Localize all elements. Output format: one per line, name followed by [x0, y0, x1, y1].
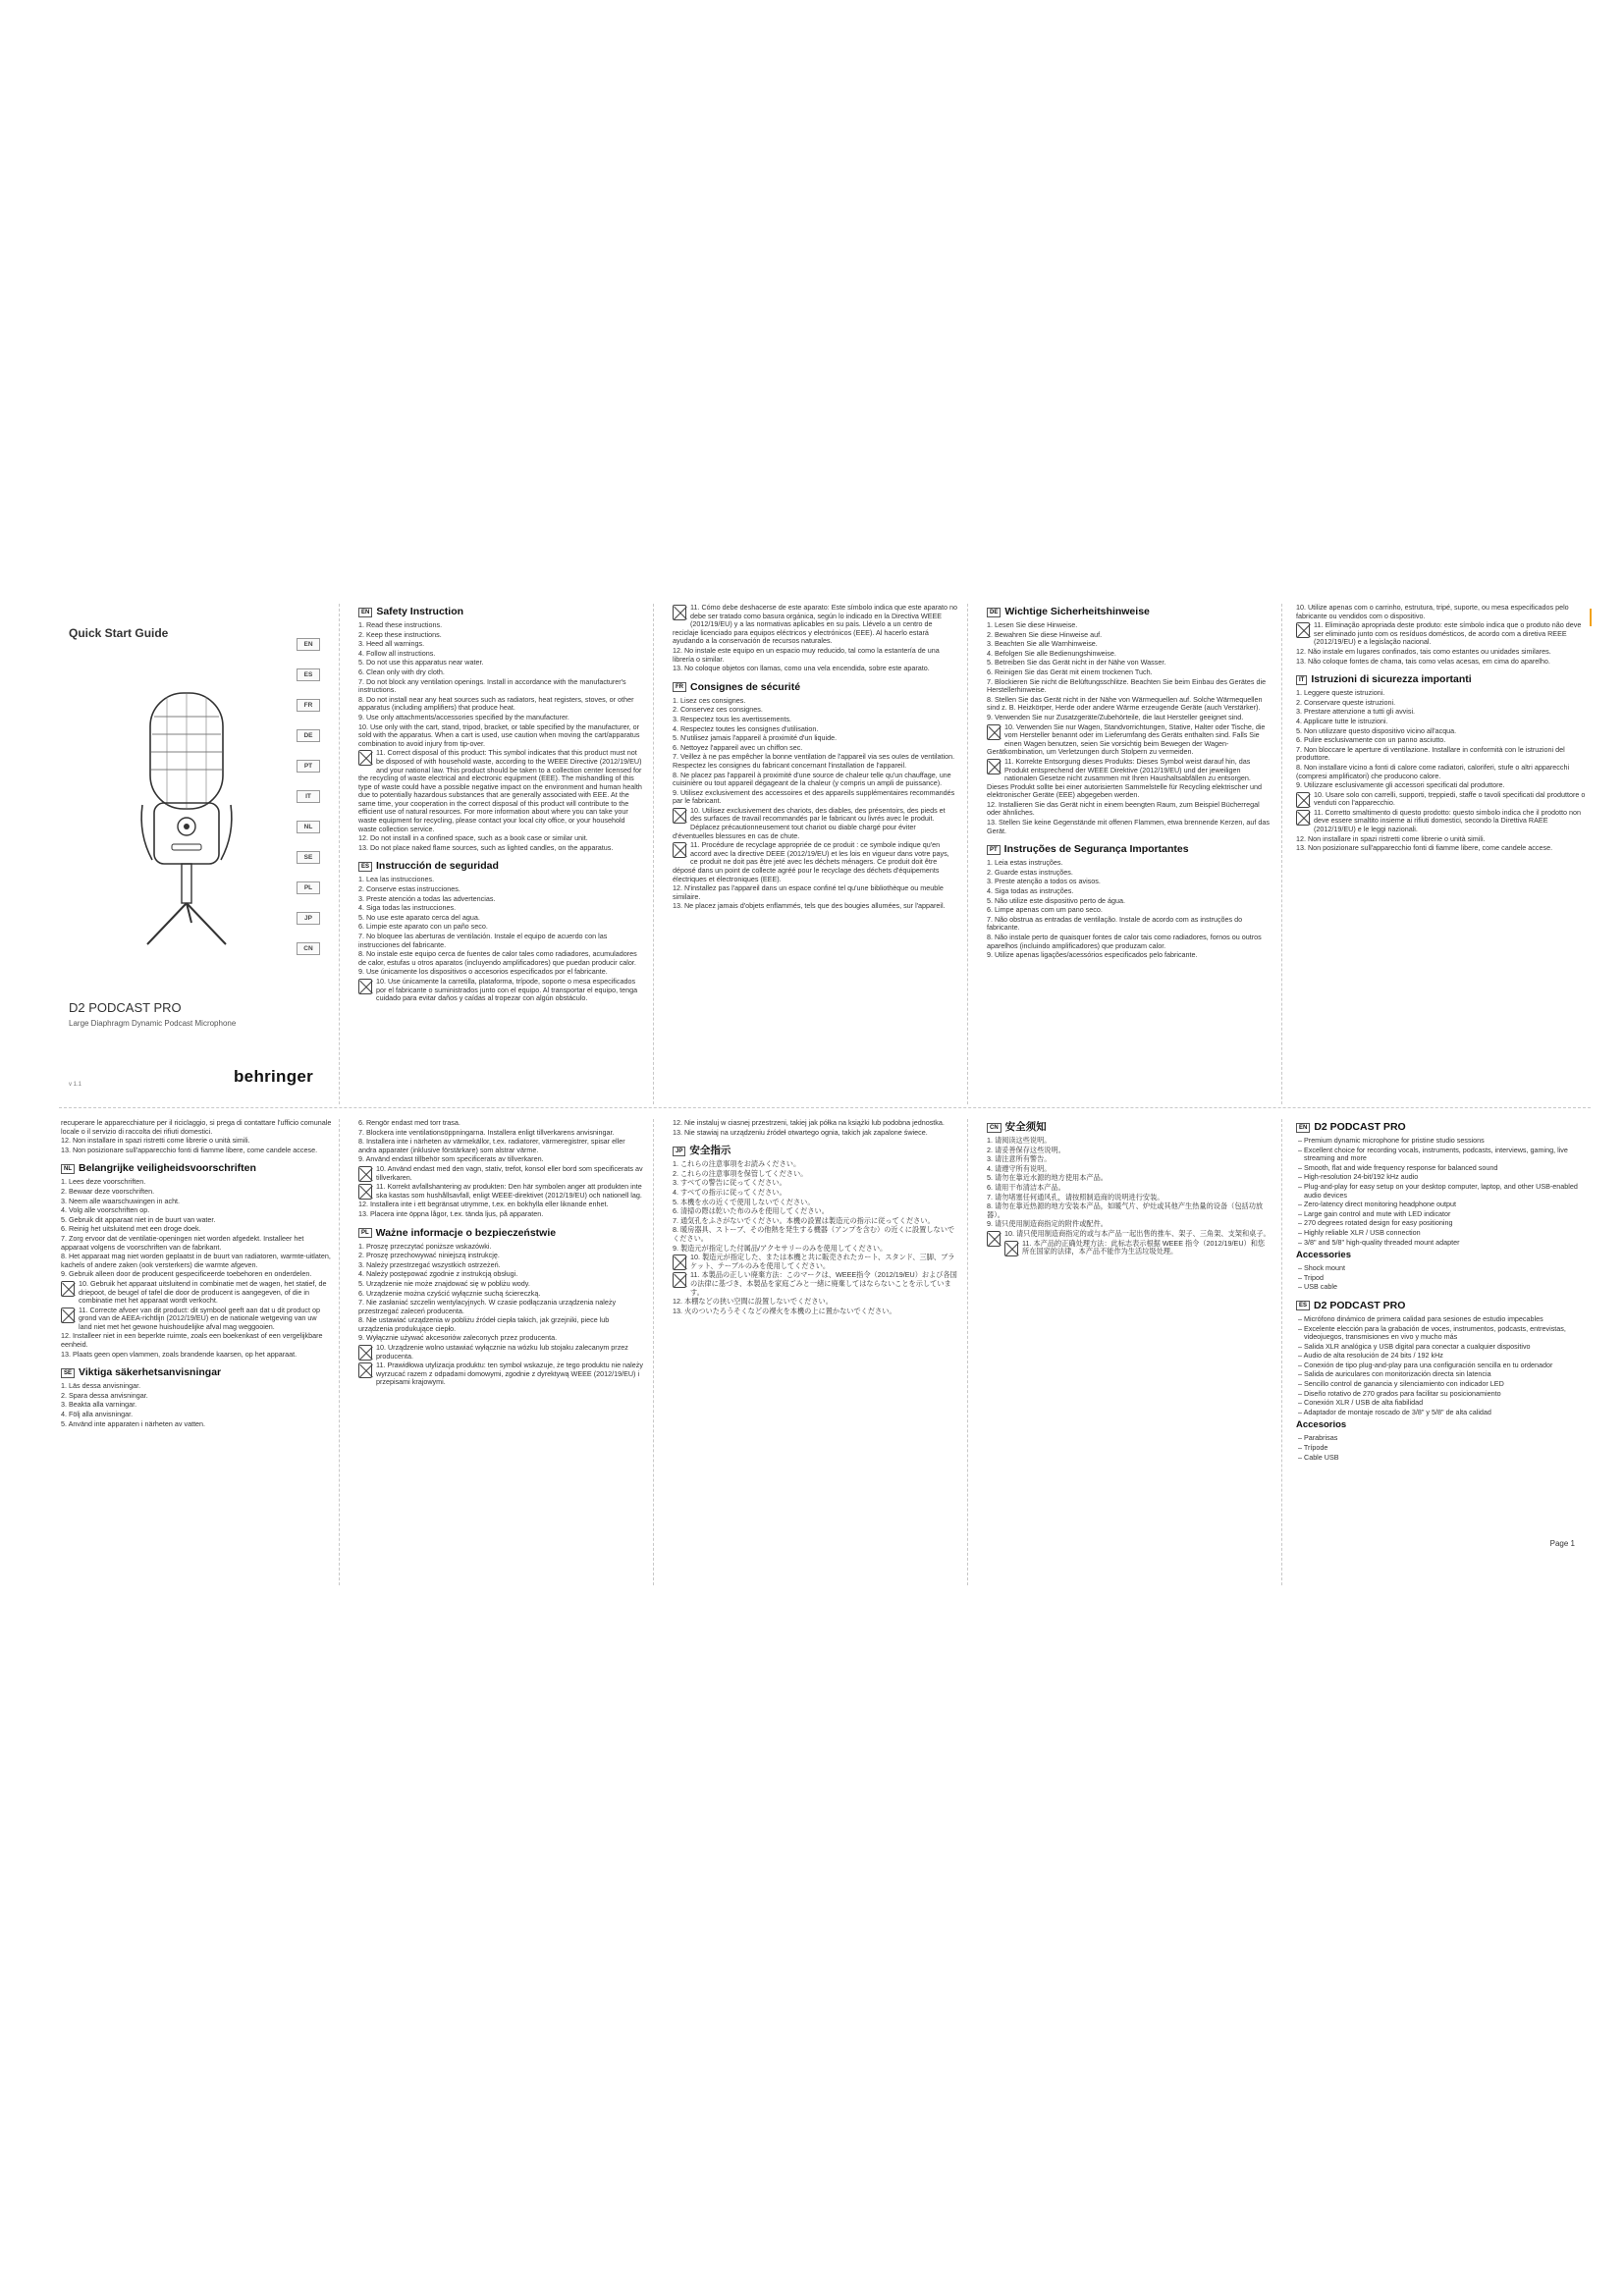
list-item: 4. Siga todas as instruções.: [987, 886, 1074, 896]
list-item: 5. Do not use this apparatus near water.: [358, 658, 484, 667]
list-item-text: 11. Procédure de recyclage appropriée de ce produit : ce symbole indique qu'en accord avec la directive DEEE (2012/19/EU) et les lois en vigueur dans votre pays, ce produit ne doit pas être jeté avec les déchets ménagers. Ce produit doit être déposé dans un point de collecte agréé pour le recyclage des déchets d'équipements électriques et électroniques (EEE).: [673, 840, 949, 883]
list-item-text: 11. Prawidłowa utylizacja produktu: ten symbol wskazuje, że tego produktu nie należy wyrzucać razem z odpadami domowymi, zgodnie z dyrektywą WEEE (2012/19/EU) i przepisami krajowymi.: [376, 1361, 643, 1387]
weee-bin-icon: [987, 724, 1001, 740]
list-item: 12. Installeer niet in een beperkte ruimte, zoals een boekenkast of een vergelijkbare eenheid.: [61, 1331, 323, 1350]
list-item-text: 11. Eliminação apropriada deste produto: este símbolo indica que o produto não deve ser eliminado junto com os resíduos domésticos, de acordo com a diretiva REEE (2012/19/EU) e a legislação nacional.: [1314, 620, 1582, 647]
section-pl-cont: [673, 1119, 957, 1137]
lang-tab-it[interactable]: IT: [297, 790, 320, 803]
section-jp: [673, 1145, 957, 1315]
section-title-pl: Ważne informacje o bezpieczeństwie: [375, 1226, 557, 1239]
list-item-text: 10. Gebruik het apparaat uitsluitend in combinatie met de wagen, het statief, de driepoot, de beugel of tafel die door de producent is aangegeven, of die in combinatie met het apparaat wordt verkocht.: [79, 1278, 327, 1306]
list-item: 8. 请勿在靠近热源的地方安装本产品，如暖气片、炉灶或其他产生热量的设备（包括功放器）。: [987, 1201, 1264, 1219]
list-item: 12. Non installare in spazi ristretti come librerie o unità simili.: [1296, 833, 1486, 843]
list-item: 4. Follow all instructions.: [358, 648, 436, 658]
accessories-title-en: Accessories: [1296, 1250, 1351, 1261]
list-item: 12. Installera inte i ett begränsat utrymme, t.ex. en bokhylla eller liknande enhet.: [358, 1200, 609, 1209]
list-item: 2. Keep these instructions.: [358, 629, 442, 639]
flag-es: ES: [358, 862, 372, 872]
flag-jp: JP: [673, 1147, 685, 1156]
section-de: [987, 606, 1272, 835]
list-item: 9. Använd endast tillbehör som specificerats av tillverkaren.: [358, 1154, 544, 1164]
section-title-pt: Instruções de Segurança Importantes: [1003, 843, 1189, 856]
list-item: 6. Clean only with dry cloth.: [358, 667, 445, 676]
feature-item: – Zero-latency direct monitoring headphone output: [1296, 1201, 1591, 1209]
feature-item: – 270 degrees rotated design for easy positioning: [1296, 1219, 1591, 1228]
section-title-fr: Consignes de sécurité: [690, 680, 801, 693]
list-item: 5. Non utilizzare questo dispositivo vicino all'acqua.: [1296, 725, 1457, 735]
section-nl: [61, 1162, 332, 1359]
list-item: 3. Respectez tous les avertissements.: [673, 714, 792, 723]
list-item: 13. Do not place naked flame sources, such as lighted candles, on the apparatus.: [358, 842, 614, 852]
flag-specs-es: ES: [1296, 1301, 1310, 1310]
weee-bin-icon: [673, 1272, 686, 1288]
list-item: 9. Utilize apenas ligações/acessórios especificados pelo fabricante.: [987, 950, 1198, 960]
list-item: 7. Blockera inte ventilationsöppningarna. Installera enligt tillverkarens anvisningar.: [358, 1127, 615, 1137]
specs-title-en: D2 PODCAST PRO: [1314, 1121, 1406, 1133]
list-item: [673, 807, 957, 840]
list-item: 2. Spara dessa anvisningar.: [61, 1390, 148, 1400]
list-item: [987, 1240, 1272, 1256]
section-pl: [358, 1227, 643, 1388]
list-item: 13. Nie stawiaj na urządzeniu źródeł otwartego ognia, takich jak zapalone świece.: [673, 1127, 928, 1137]
list-item-text: 11. Korrekt avfallshantering av produkten: Den här symbolen anger att produkten inte ska kastas som hushållsavfall, enligt WEEE-direktivet (2012/19/EU) och nationell lag.: [376, 1182, 642, 1200]
flag-nl: NL: [61, 1164, 75, 1174]
list-item: 6. Urządzenie można czyścić wyłącznie suchą ściereczką.: [358, 1288, 541, 1298]
feature-item: – Premium dynamic microphone for pristine studio sessions: [1296, 1137, 1591, 1146]
list-item: 13. Não coloque fontes de chama, tais como velas acesas, em cima do aparelho.: [1296, 656, 1550, 666]
list-item: 8. Não instale perto de quaisquer fontes de calor tais como radiadores, fornos ou outros aparelhos (incluindo amplificadores) que produzam calor.: [987, 933, 1262, 950]
list-item: 7. No bloquee las aberturas de ventilación. Instale el equipo de acuerdo con las instrucciones del fabricante.: [358, 932, 608, 949]
list-item: 9. Utilisez exclusivement des accessoires et des appareils supplémentaires recommandés par le fabricant.: [673, 787, 955, 806]
weee-bin-icon: [61, 1281, 75, 1297]
list-item: 9. 请只使用制造商指定的附件或配件。: [987, 1219, 1108, 1229]
section-title-es: Instrucción de seguridad: [376, 860, 499, 873]
list-item: 3. Należy przestrzegać wszystkich ostrzeżeń.: [358, 1259, 501, 1269]
list-item: 3. Beakta alla varningar.: [61, 1400, 137, 1410]
list-item: 1. Leia estas instruções.: [987, 858, 1063, 868]
list-item: 5. No use este aparato cerca del agua.: [358, 912, 480, 922]
weee-bin-icon: [1296, 622, 1310, 638]
list-item: 3. Prestare attenzione a tutti gli avvisi.: [1296, 707, 1416, 717]
list-item: 3. Heed all warnings.: [358, 639, 425, 649]
list-item: 1. 请阅读这些说明。: [987, 1136, 1052, 1145]
list-item: 2. Conserve estas instrucciones.: [358, 884, 460, 894]
list-item: 6. Limpie este aparato con un paño seco.: [358, 922, 488, 932]
panel-jp: [673, 1119, 957, 1585]
list-item: 10. Utilize apenas com o carrinho, estrutura, tripé, suporte, ou mesa especificados pelo fabricante ou vendidos com o dispositivo.: [1296, 604, 1569, 620]
list-item: 1. これらの注意事項をお読みください。: [673, 1159, 801, 1169]
feature-item: – Salida de auriculares con monitorización directa sin latencia: [1296, 1370, 1591, 1379]
list-item: 12. Do not install in a confined space, such as a book case or similar unit.: [358, 833, 588, 843]
list-item: 7. Veillez à ne pas empêcher la bonne ventilation de l'appareil via ses ouïes de ventilation. Respectez les consignes du fabricant concernant l'installation de l'appareil.: [673, 752, 955, 770]
list-item: 7. Zorg ervoor dat de ventilatie-openingen niet worden afgedekt. Installeer het apparaat volgens de voorschriften van de fabrikant.: [61, 1233, 304, 1252]
list-item-text: 11. 本製品の正しい廃棄方法：このマークは、WEEE指令（2012/19/EU）および各国の法律に基づき、本製品を家庭ごみと一緒に廃棄してはならないことを示しています。: [690, 1270, 957, 1297]
lang-tab-fr[interactable]: FR: [297, 699, 320, 712]
fold-line: [967, 604, 968, 1104]
list-item: 5. Betreiben Sie das Gerät nicht in der Nähe von Wasser.: [987, 658, 1166, 667]
list-item: 6. Limpe apenas com um pano seco.: [987, 905, 1103, 915]
list-item: 3. Preste atenção a todos os avisos.: [987, 877, 1101, 886]
weee-bin-icon: [673, 605, 686, 620]
weee-bin-icon: [673, 842, 686, 858]
microphone-illustration: [113, 687, 260, 952]
list-item: 6. Pulire esclusivamente con un panno asciutto.: [1296, 735, 1446, 745]
list-item: 2. Proszę przechowywać niniejszą instrukcję.: [358, 1251, 500, 1260]
list-item: 12. Installieren Sie das Gerät nicht in einem beengten Raum, zum Beispiel Bücherregal oder ähnliches.: [987, 799, 1260, 818]
fold-line: [1281, 1119, 1282, 1585]
list-item: 7. Do not block any ventilation openings. Install in accordance with the manufacturer's instructions.: [358, 676, 626, 695]
accessory-item: – Shock mount: [1296, 1264, 1591, 1273]
list-item: 2. Conservare queste istruzioni.: [1296, 697, 1396, 707]
lang-tab-en[interactable]: EN: [297, 638, 320, 651]
fold-line: [59, 1107, 1591, 1108]
list-item: 9. Use únicamente los dispositivos o accesorios especificados por el fabricante.: [358, 967, 608, 977]
section-title-en: Safety Instruction: [376, 606, 464, 617]
feature-item: – Sencillo control de ganancia y silenciamiento con indicador LED: [1296, 1380, 1591, 1389]
list-item: 10. Use only with the cart, stand, tripod, bracket, or table specified by the manufacturer, or sold with the apparatus. When a cart is used, use caution when moving the cart/apparatus combination to avoid injury from tip-over.: [358, 721, 640, 748]
list-item: 13. No coloque objetos con llamas, como una vela encendida, sobre este aparato.: [673, 664, 930, 673]
fold-line: [339, 1119, 340, 1585]
panel-specs: [1296, 1119, 1591, 1585]
feature-item: – 3/8" and 5/8" high-quality threaded mount adapter: [1296, 1239, 1591, 1248]
top-sheet: [0, 604, 1624, 1104]
weee-bin-icon: [673, 808, 686, 824]
weee-bin-icon: [358, 1184, 372, 1200]
list-item: 2. Bewahren Sie diese Hinweise auf.: [987, 629, 1103, 639]
list-item: 6. 请用干布清洁本产品。: [987, 1182, 1065, 1192]
list-item: [358, 1183, 643, 1200]
feature-item: – Highly reliable XLR / USB connection: [1296, 1229, 1591, 1238]
list-item: 9. 製造元が指定した付属品/アクセサリーのみを使用してください。: [673, 1243, 888, 1253]
fold-line: [339, 604, 340, 1104]
section-title-jp: 安全指示: [689, 1145, 731, 1157]
list-item: 4. Respectez toutes les consignes d'utilisation.: [673, 723, 819, 733]
section-fr: [673, 681, 957, 911]
list-item: [987, 1230, 1272, 1239]
list-item: [987, 758, 1272, 800]
list-item-text: 10. 请只使用制造商指定的或与本产品一起出售的推车、架子、三角架、支架和桌子。: [1004, 1228, 1271, 1238]
feature-item: – Diseño rotativo de 270 grados para facilitar su posicionamiento: [1296, 1390, 1591, 1399]
list-item: 4. Befolgen Sie alle Bedienungshinweise.: [987, 648, 1116, 658]
accessory-item: – Tripod: [1296, 1274, 1591, 1283]
list-item-text: 11. Cómo debe deshacerse de este aparato: Este símbolo indica que este aparato no debe ser tratado como basura orgánica, según lo indicado en la Directiva WEEE (2012/19/EU) y a las normativas aplicables en su país. Llévelo a un centro de reciclaje licenciado para equipos eléctricos y electrónicos (EEE). Al hacerlo estará ayudando a la conservación de recursos naturales.: [673, 604, 957, 646]
list-item-text: 11. Correcte afvoer van dit product: dit symbool geeft aan dat u dit product op grond van de AEEA-richtlijn (2012/19/EU) en de nationale wetgeving van uw land niet met het gewone huishoudelijke afval mag weggooien.: [79, 1305, 320, 1331]
panel-nl-se: [61, 1119, 332, 1585]
list-item: 8. Do not install near any heat sources such as radiators, heat registers, stoves, or other apparatus (including amplifiers) that produce heat.: [358, 694, 634, 713]
list-item: [358, 978, 643, 1003]
list-item: 4. すべての指示に従ってください。: [673, 1187, 786, 1197]
list-item-text: 10. Verwenden Sie nur Wagen, Standvorrichtungen, Stative, Halter oder Tische, die vom Hersteller benannt oder im Lieferumfang des Geräts enthalten sind. Falls Sie einen Wagen benutzen, seien Sie vorsichtig beim Bewegen der Wagen-Gerätkombination, um Verletzungen durch Stolpern zu vermeiden.: [987, 721, 1266, 757]
list-item: 3. Preste atención a todas las advertencias.: [358, 893, 496, 903]
list-item: 6. 清掃の際は乾いた布のみを使用してください。: [673, 1206, 829, 1216]
feature-item: – Large gain control and mute with LED indicator: [1296, 1210, 1591, 1219]
page-number: Page 1: [1549, 1539, 1575, 1548]
accessories-title-es: Accesorios: [1296, 1419, 1347, 1431]
list-item: 1. Lea las instrucciones.: [358, 875, 435, 884]
weee-bin-icon: [987, 759, 1001, 774]
flag-pt: PT: [987, 845, 1001, 855]
version-label: v 1.1: [69, 1082, 82, 1088]
list-item: 7. Non bloccare le aperture di ventilazione. Installare in conformità con le istruzioni del produttore.: [1296, 744, 1565, 763]
feature-item: – High-resolution 24-bit/192 kHz audio: [1296, 1173, 1591, 1182]
list-item: 8. 暖房器具、ストーブ、その他熱を発生する機器（アンプを含む）の近くに設置しないでください。: [673, 1225, 955, 1243]
language-index: [297, 638, 320, 973]
lang-tab-pl[interactable]: PL: [297, 881, 320, 894]
list-item: [673, 1271, 957, 1297]
section-title-de: Wichtige Sicherheitshinweise: [1004, 606, 1150, 617]
list-item: [1296, 621, 1591, 647]
lang-tab-se[interactable]: SE: [297, 851, 320, 864]
weee-text: 11. Correct disposal of this product: This symbol indicates that this product must not be disposed of with household waste, according to the WEEE Directive (2012/19/EU) and your national law. This product should be taken to a collection center licensed for the recycling of waste electrical and electronic equipment (EEE). The mishandling of this type of waste could have a possible negative impact on the environment and human health due to potentially hazardous substances that are generally associated with EEE. At the same time, your cooperation in the correct disposal of this product will contribute to the efficient use of natural resources. For more information about where you can take your waste equipment for recycling, please contact your local city office, or your household waste collection service.: [358, 748, 642, 833]
flag-en: EN: [358, 608, 372, 617]
list-item: 7. 通気孔をふさがないでください。本機の設置は製造元の指示に従ってください。: [673, 1215, 935, 1225]
accessory-item: – Trípode: [1296, 1444, 1591, 1453]
list-item: 6. Nettoyez l'appareil avec un chiffon sec.: [673, 742, 803, 752]
panel-en-es: [358, 604, 643, 1104]
section-es: [358, 860, 643, 1002]
list-item: [673, 841, 957, 883]
list-item: [358, 1344, 643, 1361]
flag-fr: FR: [673, 682, 686, 692]
section-pt-cont: [1296, 604, 1591, 666]
list-item: 2. 请妥善保存这些说明。: [987, 1145, 1065, 1154]
cover-title: Quick Start Guide: [69, 626, 169, 640]
weee-bin-icon: [1296, 810, 1310, 826]
list-item: 1. Läs dessa anvisningar.: [61, 1381, 141, 1391]
list-item: 7. Nie zasłaniać szczelin wentylacyjnych. W czasie podłączania urządzenia należy przestrzegać zaleceń producenta.: [358, 1298, 617, 1315]
list-item: 6. Reinig het uitsluitend met een droge doek.: [61, 1224, 201, 1234]
list-item-text: 11. 本产品的正确处理方法：此标志表示根据 WEEE 指令（2012/19/EU）和您所在国家的法律，本产品不能作为生活垃圾处理。: [1022, 1238, 1266, 1256]
list-item: [358, 1165, 643, 1182]
accessory-item: – Parabrisas: [1296, 1434, 1591, 1443]
section-en: [358, 606, 643, 852]
specs-title-es: D2 PODCAST PRO: [1314, 1299, 1406, 1311]
panel-de-pt: [987, 604, 1272, 1104]
list-item: 12. Não instale em lugares confinados, tais como estantes ou unidades similares.: [1296, 646, 1551, 656]
list-item: 5. Urządzenie nie może znajdować się w pobliżu wody.: [358, 1278, 530, 1288]
list-item: 5. 请勿在靠近水源的地方使用本产品。: [987, 1173, 1108, 1183]
list-item: 5. Gebruik dit apparaat niet in de buurt van water.: [61, 1214, 216, 1224]
section-es-cont: [673, 604, 957, 673]
lang-tab-de[interactable]: DE: [297, 729, 320, 742]
list-item: 13. Non posizionare sull'apparecchio fonti di fiamme libere, come candele accese.: [1296, 843, 1553, 853]
list-item: 12. 本棚などの狭い空間に設置しないでください。: [673, 1297, 833, 1307]
list-item: 8. Nie ustawiać urządzenia w pobliżu źródeł ciepła takich, jak grzejniki, piece lub urządzenia produkujące ciepło.: [358, 1315, 610, 1333]
list-item: [673, 604, 957, 646]
weee-bin-icon: [358, 979, 372, 994]
section-it: [1296, 673, 1591, 853]
list-item: 5. N'utilisez jamais l'appareil à proximité d'un liquide.: [673, 733, 838, 743]
accessory-item: – USB cable: [1296, 1283, 1591, 1292]
feature-item: – Salida XLR analógica y USB digital para conectar a cualquier dispositivo: [1296, 1343, 1591, 1352]
list-item: 3. Neem alle waarschuwingen in acht.: [61, 1196, 181, 1205]
list-item: 4. Följ alla anvisningar.: [61, 1410, 134, 1419]
list-item: 7. Blockieren Sie nicht die Belüftungsschlitze. Beachten Sie beim Einbau des Gerätes die Herstellerhinweise.: [987, 676, 1267, 695]
feature-item: – Excellent choice for recording vocals, instruments, podcasts, interviews, gaming, live streaming and more: [1296, 1147, 1591, 1163]
panel-pl: [358, 1119, 643, 1585]
panel-cn: [987, 1119, 1272, 1585]
section-title-se: Viktiga säkerhetsanvisningar: [79, 1366, 222, 1379]
list-item: 12. Non installare in spazi ristretti come librerie o unità simili.: [61, 1136, 250, 1146]
feature-item: – Excelente elección para la grabación de voces, instrumentos, podcasts, entrevistas, videojuegos, transmisiones en vivo y mucho más: [1296, 1325, 1591, 1342]
list-item: 12. Nie instaluj w ciasnej przestrzeni, takiej jak półka na książki lub podobna jednostka.: [673, 1119, 945, 1127]
list-item: 13. 火のついたろうそくなどの裸火を本機の上に置かないでください。: [673, 1306, 896, 1315]
list-item: 8. Het apparaat mag niet worden geplaatst in de buurt van radiatoren, warmte-uitlaten, kachels of andere zaken (ook versterkers) die warmte afgeven.: [61, 1252, 331, 1269]
section-cn: [987, 1121, 1272, 1256]
list-item-text: 10. Använd endast med den vagn, stativ, trefot, konsol eller bord som specificerats av tillverkaren.: [376, 1163, 643, 1182]
feature-item: – Conexión XLR / USB de alta fiabilidad: [1296, 1399, 1591, 1408]
list-item: 8. Stellen Sie das Gerät nicht in der Nähe von Wärmequellen auf. Solche Wärmequellen sind z. B. Heizkörper, Herde oder andere Wärme erzeugende Geräte (auch Verstärker).: [987, 694, 1263, 713]
product-name: D2 PODCAST PRO: [69, 1000, 182, 1015]
feature-item: – Adaptador de montaje roscado de 3/8" y 5/8" de alta calidad: [1296, 1409, 1591, 1417]
flag-cn: CN: [987, 1123, 1001, 1133]
weee-bin-icon: [358, 1166, 372, 1182]
list-item: 6. Rengör endast med torr trasa.: [358, 1119, 460, 1127]
list-item: 8. Installera inte i närheten av värmekällor, t.ex. radiatorer, värmeregistrer, spisar eller andra apparater (inklusive förstärkare) som alstrar värme.: [358, 1137, 625, 1154]
list-item: 2. Bewaar deze voorschriften.: [61, 1186, 155, 1196]
list-item: 1. Read these instructions.: [358, 620, 443, 629]
list-item: 12. No instale este equipo en un espacio muy reducido, tal como la estantería de una librería o similar.: [673, 645, 940, 664]
flag-se: SE: [61, 1368, 75, 1378]
list-item-text: 10. 製造元が指定した、または本機と共に販売されたカート、スタンド、三脚、ブラケット、テーブルのみを使用してください。: [690, 1253, 955, 1270]
list-item: 9. Verwenden Sie nur Zusatzgeräte/Zubehörteile, die laut Hersteller geeignet sind.: [987, 712, 1244, 721]
list-item: 4. Applicare tutte le istruzioni.: [1296, 716, 1388, 725]
list-item: 4. 请遵守所有说明。: [987, 1163, 1052, 1173]
feature-item: – Conexión de tipo plug-and-play para una configuración sencilla en tu ordenador: [1296, 1362, 1591, 1370]
section-se: [61, 1366, 332, 1428]
section-title-cn: 安全须知: [1004, 1121, 1047, 1133]
lang-tab-nl[interactable]: NL: [297, 821, 320, 833]
weee-bin-icon: [673, 1255, 686, 1270]
list-item: 2. これらの注意事項を保管してください。: [673, 1168, 808, 1178]
list-item: [987, 723, 1272, 757]
panel-it: [1296, 604, 1591, 1104]
list-item: 2. Guarde estas instruções.: [987, 867, 1073, 877]
list-item: 1. Lees deze voorschriften.: [61, 1177, 146, 1187]
list-item: [61, 1307, 332, 1332]
flag-de: DE: [987, 608, 1001, 617]
list-item: 4. Volg alle voorschriften op.: [61, 1205, 150, 1215]
list-item: 12. N'installez pas l'appareil dans un espace confiné tel qu'une bibliothèque ou meuble similaire.: [673, 883, 944, 901]
list-item: 9. Utilizzare esclusivamente gli accessori specificati dal produttore.: [1296, 780, 1505, 790]
list-item: recuperare le apparecchiature per il riciclaggio, si prega di contattare l'ufficio comunale locale o il servizio di raccolta dei rifiuti domestici.: [61, 1119, 332, 1136]
weee-bin-icon: [358, 1345, 372, 1361]
section-title-it: Istruzioni di sicurezza importanti: [1311, 673, 1472, 686]
section-title-nl: Belangrijke veiligheidsvoorschriften: [79, 1162, 256, 1175]
lang-tab-pt[interactable]: PT: [297, 760, 320, 773]
lang-tab-cn[interactable]: CN: [297, 942, 320, 955]
lang-tab-es[interactable]: ES: [297, 668, 320, 681]
weee-bin-icon: [987, 1231, 1001, 1247]
list-item: 1. Proszę przeczytać poniższe wskazówki.: [358, 1241, 492, 1251]
weee-bin-icon: [61, 1308, 75, 1323]
list-item: 2. Conservez ces consignes.: [673, 705, 763, 715]
list-item-text: 10. Use únicamente la carretilla, plataforma, trípode, soporte o mesa especificados por el fabricante o suministrados junto con el equipo. Al transportar el equipo, tenga cuidado para evitar daños y caídas al tropezar con algún obstáculo.: [376, 976, 638, 1003]
feature-item: – Micrófono dinámico de primera calidad para sesiones de estudio impecables: [1296, 1315, 1591, 1324]
cover-panel: [59, 604, 334, 1104]
section-se-cont: [358, 1119, 643, 1219]
list-item: [61, 1280, 332, 1306]
list-item: 13. Stellen Sie keine Gegenstände mit offenen Flammen, etwa brennende Kerzen, auf das Gerät.: [987, 818, 1270, 835]
feature-item: – Smooth, flat and wide frequency response for balanced sound: [1296, 1164, 1591, 1173]
fold-line: [653, 604, 654, 1104]
list-item-text: 10. Usare solo con carrelli, supporti, treppiedi, staffe o tavoli specificati dal produttore o venduti con l'apparecchio.: [1314, 789, 1586, 808]
list-item: 9. Wyłącznie używać akcesoriów zaleconych przez producenta.: [358, 1333, 558, 1343]
feature-item: – Plug-and-play for easy setup on your desktop computer, laptop, and other USB-enabled audio devices: [1296, 1183, 1591, 1200]
list-item: 7. Não obstrua as entradas de ventilação. Instale de acordo com as instruções do fabricante.: [987, 914, 1243, 933]
fold-line: [967, 1119, 968, 1585]
panel-fr: [673, 604, 957, 1104]
list-item: 1. Lesen Sie diese Hinweise.: [987, 620, 1078, 629]
flag-it: IT: [1296, 675, 1307, 685]
weee-bin-icon: [358, 1362, 372, 1378]
list-item: 8. Ne placez pas l'appareil à proximité d'une source de chaleur telle qu'un chauffage, une cuisinière ou tout appareil dégageant de la chaleur (y compris un ampli de puissance).: [673, 770, 951, 788]
brand-logo: behringer: [234, 1067, 314, 1086]
weee-bin-icon: [358, 750, 372, 766]
list-item-text: 10. Urządzenie wolno ustawiać wyłącznie na wózku lub stojaku zalecanym przez producenta.: [376, 1343, 628, 1361]
list-item: 3. 请注意所有警告。: [987, 1154, 1052, 1164]
weee-bin-icon: [1296, 792, 1310, 808]
list-item-text: 11. Corretto smaltimento di questo prodotto: questo simbolo indica che il prodotto non deve essere smaltito insieme ai rifiuti domestici, secondo la Direttiva RAEE (2012/19/EU) e le leggi nazionali.: [1314, 807, 1581, 834]
list-item: 13. Non posizionare sull'apparecchio fonti di fiamme libere, come candele accese.: [61, 1145, 318, 1154]
list-item-text: 10. Utilisez exclusivement des chariots, des diables, des présentoirs, des pieds et des surfaces de travail recommandés par le fabricant ou livrés avec le produit. Déplacez précautionneusement tout chariot ou diable chargé pour éviter d'éventuelles blessures en cas de chute.: [673, 805, 946, 840]
list-item: 7. 请勿堵塞任何通风孔，请按照制造商的说明进行安装。: [987, 1192, 1164, 1201]
list-item: 4. Należy postępować zgodnie z instrukcją obsługi.: [358, 1269, 518, 1279]
list-item: [1296, 809, 1591, 834]
list-item: 6. Reinigen Sie das Gerät mit einem trockenen Tuch.: [987, 667, 1153, 676]
section-specs-en: [1296, 1121, 1591, 1292]
flag-specs-en: EN: [1296, 1123, 1310, 1133]
list-item: 5. Não utilize este dispositivo perto de água.: [987, 895, 1126, 905]
bottom-sheet: [0, 1119, 1624, 1585]
section-pt: [987, 843, 1272, 960]
list-item: 3. Beachten Sie alle Warnhinweise.: [987, 639, 1098, 649]
list-item: 1. Leggere queste istruzioni.: [1296, 688, 1385, 698]
feature-item: – Audio de alta resolución de 24 bits / 192 kHz: [1296, 1352, 1591, 1361]
fold-line: [1281, 604, 1282, 1104]
list-item: 1. Lisez ces consignes.: [673, 695, 746, 705]
fold-line: [653, 1119, 654, 1585]
accessory-item: – Cable USB: [1296, 1454, 1591, 1463]
list-item: 4. Siga todas las instrucciones.: [358, 903, 457, 913]
section-it-cont: [61, 1119, 332, 1154]
section-specs-es: [1296, 1300, 1591, 1462]
list-item: 13. Ne placez jamais d'objets enflammés, tels que des bougies allumées, sur l'appareil.: [673, 901, 946, 911]
list-item: 8. Non installare vicino a fonti di calore come radiatori, caloriferi, stufe o altri apparecchi (compresi amplificatori) che producono calore.: [1296, 762, 1570, 780]
list-item: [358, 749, 643, 833]
list-item: [1296, 791, 1591, 808]
list-item: [673, 1254, 957, 1270]
list-item: [358, 1362, 643, 1387]
lang-tab-jp[interactable]: JP: [297, 912, 320, 925]
product-subtitle: Large Diaphragm Dynamic Podcast Microphone: [69, 1019, 237, 1028]
list-item: 13. Plaats geen open vlammen, zoals brandende kaarsen, op het apparaat.: [61, 1349, 298, 1359]
list-item: 5. Använd inte apparaten i närheten av vatten.: [61, 1418, 206, 1428]
list-item: 3. すべての警告に従ってください。: [673, 1178, 786, 1188]
list-item-text: 11. Korrekte Entsorgung dieses Produkts: Dieses Symbol weist darauf hin, das Produkt entsprechend der WEEE Direktive (2012/19/EU) und der jeweiligen nationalen Gesetze nicht zusammen mit Ihren Haushaltsabfällen zu entsorgen. Dieses Produkt sollte bei einer autorisierten Sammelstelle für Recycling elektrischer und elektronischer Geräte (EEE) abgegeben werden.: [987, 756, 1263, 800]
flag-pl: PL: [358, 1228, 372, 1238]
weee-bin-icon: [1004, 1241, 1018, 1256]
list-item: 9. Use only attachments/accessories specified by the manufacturer.: [358, 712, 569, 721]
list-item: 9. Gebruik alleen door de producent gespecificeerde toebehoren en onderdelen.: [61, 1269, 312, 1279]
list-item: 13. Placera inte öppna lågor, t.ex. tända ljus, på apparaten.: [358, 1208, 544, 1218]
list-item: 8. No instale este equipo cerca de fuentes de calor tales como radiadores, acumuladores de calor, estufas u otros aparatos (incluyendo amplificadores) que puedan producir calor.: [358, 949, 637, 967]
list-item: 5. 本機を水の近くで使用しないでください。: [673, 1197, 815, 1206]
